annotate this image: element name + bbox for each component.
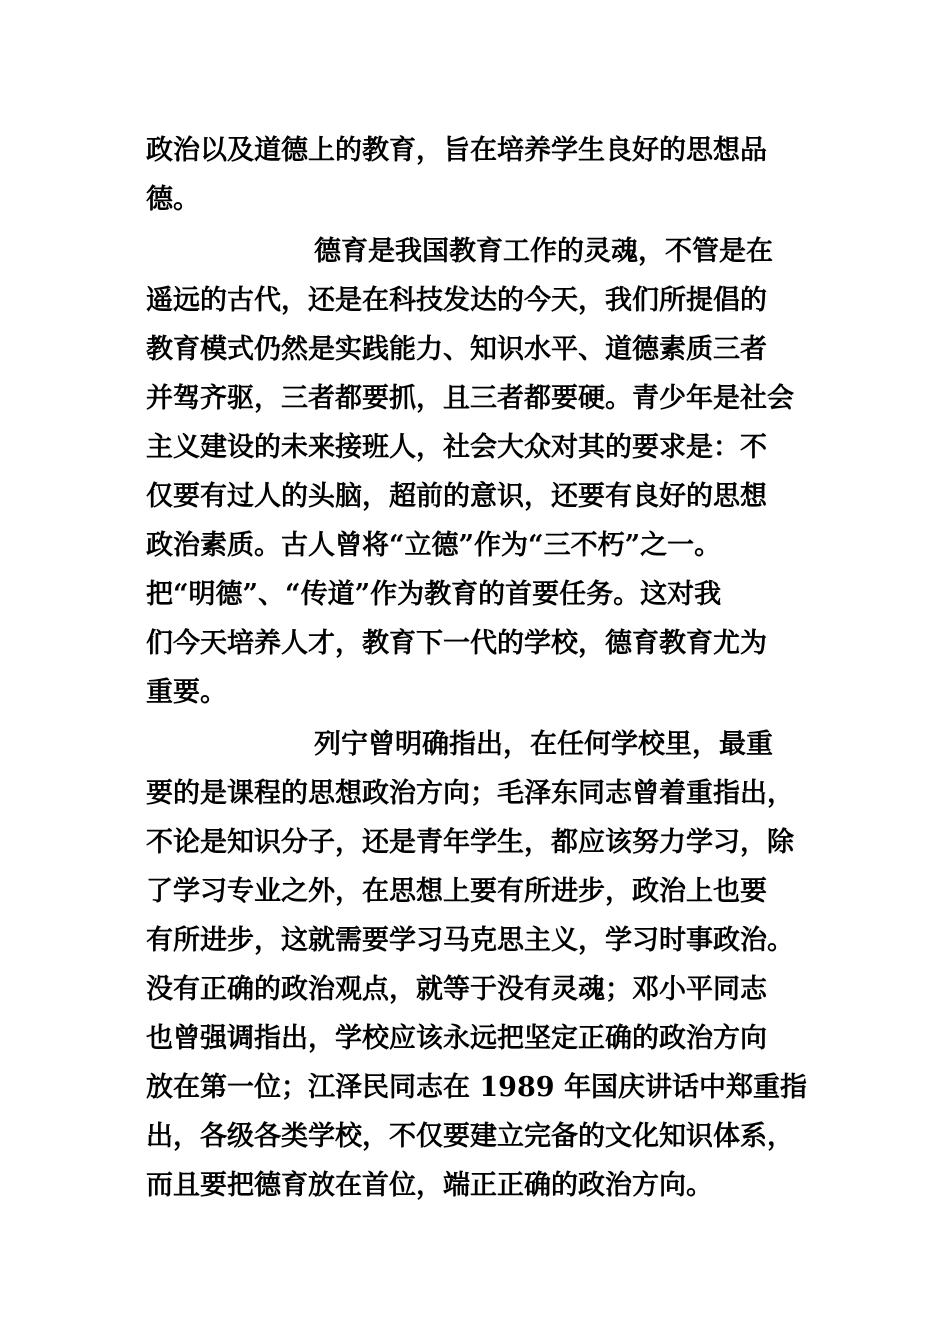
paragraph-3	[146, 720, 810, 1210]
text-line: 主义建设的未来接班人，社会大众对其的要求是：不	[146, 432, 767, 463]
text-line: 德育是我国教育工作的灵魂，不管是在	[314, 236, 773, 267]
text-line: 而且要把德育放在首位，端正正确的政治方向。	[146, 1170, 713, 1201]
text-line: 要的是课程的思想政治方向；毛泽东同志曾着重指出，	[146, 778, 794, 809]
document-body	[146, 126, 810, 1210]
paragraph-1	[146, 126, 810, 224]
text-line: 列宁曾明确指出，在任何学校里，最重	[314, 729, 773, 760]
text-line: 把“明德”、“传道”作为教育的首要任务。这对我	[146, 579, 722, 610]
text-line: 仅要有过人的头脑，超前的意识，还要有良好的思想	[146, 481, 767, 512]
text-line: 教育模式仍然是实践能力、知识水平、道德素质三者	[146, 334, 767, 365]
text-line: 有所进步，这就需要学习马克思主义，学习时事政治。	[146, 925, 794, 956]
text-line: 放在第一位；江泽民同志在 1989 年国庆讲话中郑重指	[146, 1072, 807, 1103]
text-line: 遥远的古代，还是在科技发达的今天，我们所提倡的	[146, 285, 767, 316]
text-line: 没有正确的政治观点，就等于没有灵魂；邓小平同志	[146, 974, 767, 1005]
text-line: 不论是知识分子，还是青年学生，都应该努力学习，除	[146, 827, 794, 858]
text-line: 也曾强调指出，学校应该永远把坚定正确的政治方向	[146, 1023, 767, 1054]
text-line: 德。	[146, 184, 200, 215]
text-line: 们今天培养人才，教育下一代的学校，德育教育尤为	[146, 628, 767, 659]
text-line: 出，各级各类学校，不仅要建立完备的文化知识体系，	[146, 1121, 794, 1152]
text-line: 政治素质。古人曾将“立德”作为“三不朽”之一。	[146, 530, 722, 561]
paragraph-2	[146, 227, 810, 717]
text-line: 并驾齐驱，三者都要抓，且三者都要硬。青少年是社会	[146, 383, 794, 414]
text-line: 重要。	[146, 677, 227, 708]
text-line: 了学习专业之外，在思想上要有所进步，政治上也要	[146, 876, 767, 907]
text-line: 政治以及道德上的教育，旨在培养学生良好的思想品	[146, 135, 767, 166]
